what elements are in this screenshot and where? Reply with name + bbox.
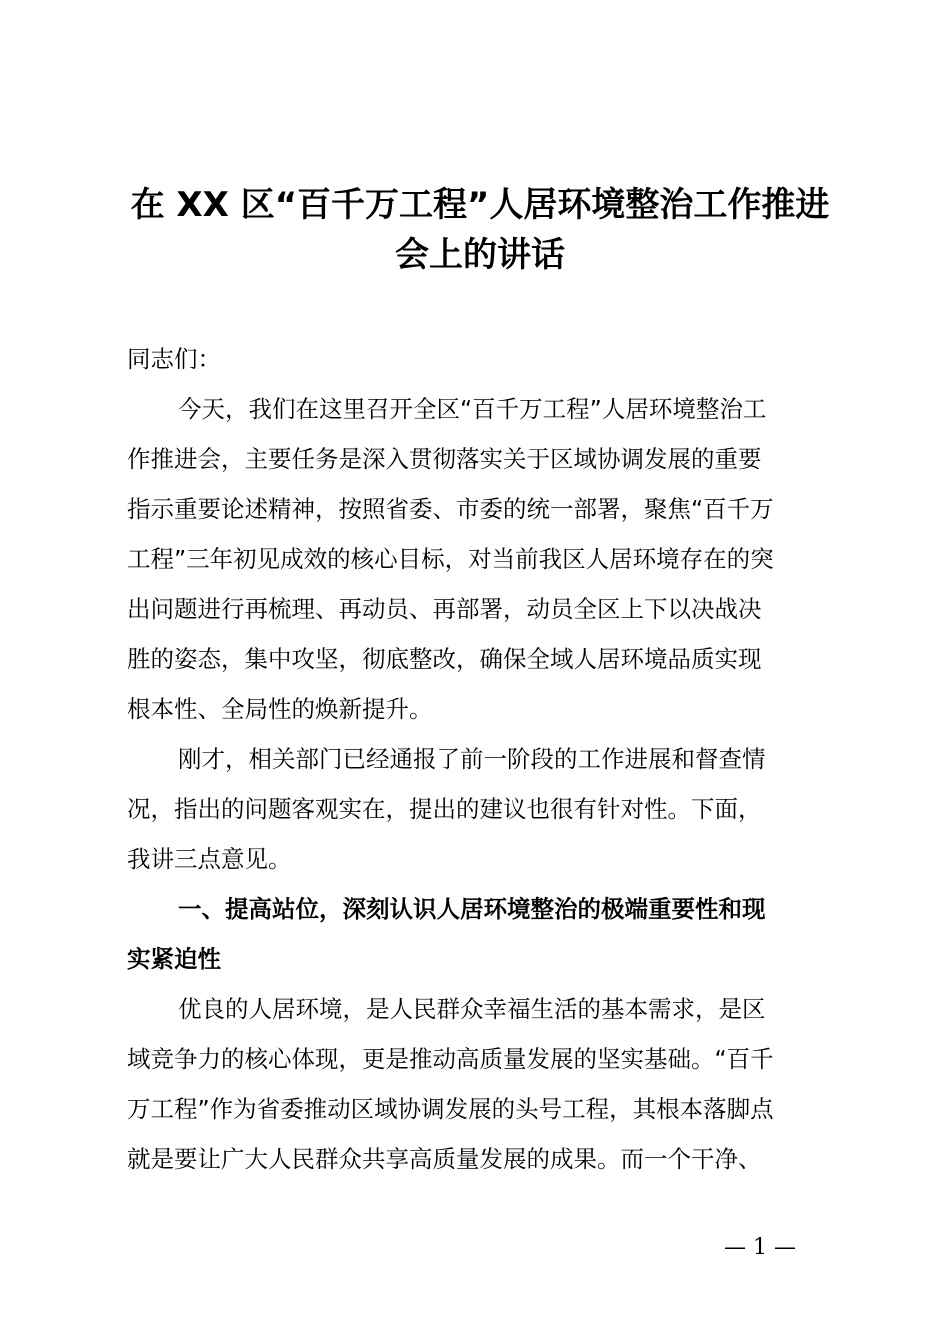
paragraph-line: 就是要让广大人民群众共享高质量发展的成果。而一个干净、 [127,1145,762,1173]
paragraph-line: 域竞争力的核心体现，更是推动高质量发展的坚实基础。“百千 [127,1045,774,1073]
document-title [120,180,840,280]
paragraph-line: 工程”三年初见成效的核心目标，对当前我区人居环境存在的突 [127,545,774,573]
title-line-1: 在 XX 区“百千万工程”人居环境整治工作推进 [130,185,830,225]
paragraph-opening [127,384,837,734]
paragraph-line: 根本性、全局性的焕新提升。 [127,695,433,723]
page-number: — 1 — [724,1235,796,1260]
paragraph-line: 万工程”作为省委推动区域协调发展的头号工程，其根本落脚点 [127,1095,774,1123]
paragraph-line: 胜的姿态，集中攻坚，彻底整改，确保全域人居环境品质实现 [127,645,762,673]
salutation: 同志们： [127,345,221,373]
paragraph-transition [127,734,837,884]
heading-line: 实紧迫性 [127,945,221,973]
document-body [127,334,837,1184]
paragraph-line: 况，指出的问题客观实在，提出的建议也很有针对性。下面， [127,795,762,823]
paragraph-line: 我讲三点意见。 [127,845,292,873]
paragraph-line: 今天，我们在这里召开全区“百千万工程”人居环境整治工 [178,395,767,423]
paragraph-line: 指示重要论述精神，按照省委、市委的统一部署，聚焦“百千万 [127,495,774,523]
paragraph-line: 刚才，相关部门已经通报了前一阶段的工作进展和督查情 [178,745,766,773]
heading-line: 一、提高站位，深刻认识人居环境整治的极端重要性和现 [178,895,766,923]
title-line-2: 会上的讲话 [395,235,565,275]
paragraph-line: 出问题进行再梳理、再动员、再部署，动员全区上下以决战决 [127,595,762,623]
paragraph-line: 优良的人居环境，是人民群众幸福生活的基本需求，是区 [178,995,766,1023]
section-heading-1 [127,884,837,984]
paragraph-section-1 [127,984,837,1184]
paragraph-line: 作推进会，主要任务是深入贯彻落实关于区域协调发展的重要 [127,445,762,473]
